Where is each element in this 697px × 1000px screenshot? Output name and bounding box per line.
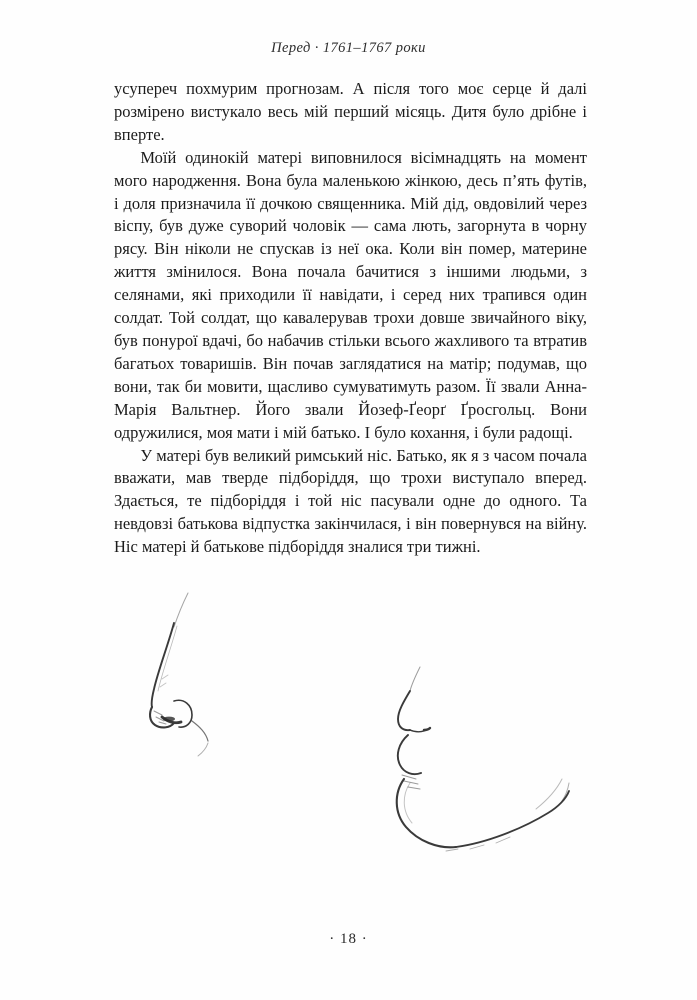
paragraph-mother: Моїй одинокій матері виповнилося вісімнадцять на момент мого народження. Вона була маленькою жінкою, десь п’ять футів, і доля призначила її дочкою священника. Мій дід, овдовілий через віспу, був дуже суворий чоловік — сама лють, загорнута в чорну рясу. Він ніколи не спускав із неї ока. Коли він помер, материне життя змінилося. Вона почала бачитися з іншими людьми, з селянами, які приходили її навідати, і серед них трапився один солдат. Той солдат, що кавалерував трохи довше звичайного віку, був понурої вдачі, бо набачив стільки всього жахливого та втратив багатьох товаришів. Він почав заглядатися на матір; подумав, що вони, так би мовити, щасливо сумуватимуть разом. Її звали Анна-Марія Вальтнер. Його звали Йозеф-Ґеорґ Ґросгольц. Вони одружилися, моя мати і мій батько. І було кохання, і були радощі. bbox=[114, 147, 587, 442]
running-head: Перед · 1761–1767 роки bbox=[271, 40, 426, 56]
chin-profile-sketch bbox=[397, 667, 569, 851]
body-text bbox=[114, 78, 587, 877]
pencil-sketch-svg bbox=[114, 585, 587, 870]
nose-profile-sketch bbox=[150, 593, 208, 756]
paragraph-nose-chin: У матері був великий римський ніс. Батько, як я з часом почала вважати, мав тверде підборіддя, що трохи виступало вперед. Здається, те підборіддя і той ніс пасували одне до одного. Та невдовзі батькова відпустка закінчилася, і він повернувся на війну. Ніс матері й батькове підборіддя зналися три тижні. bbox=[114, 445, 587, 557]
illustration-noses bbox=[114, 585, 587, 877]
paragraph-continuation: усупереч похмурим прогнозам. А після того моє серце й далі розмірено вистукало весь мій перший місяць. Дитя було дрібне і вперте. bbox=[114, 79, 587, 144]
page-number: · 18 · bbox=[329, 931, 368, 947]
